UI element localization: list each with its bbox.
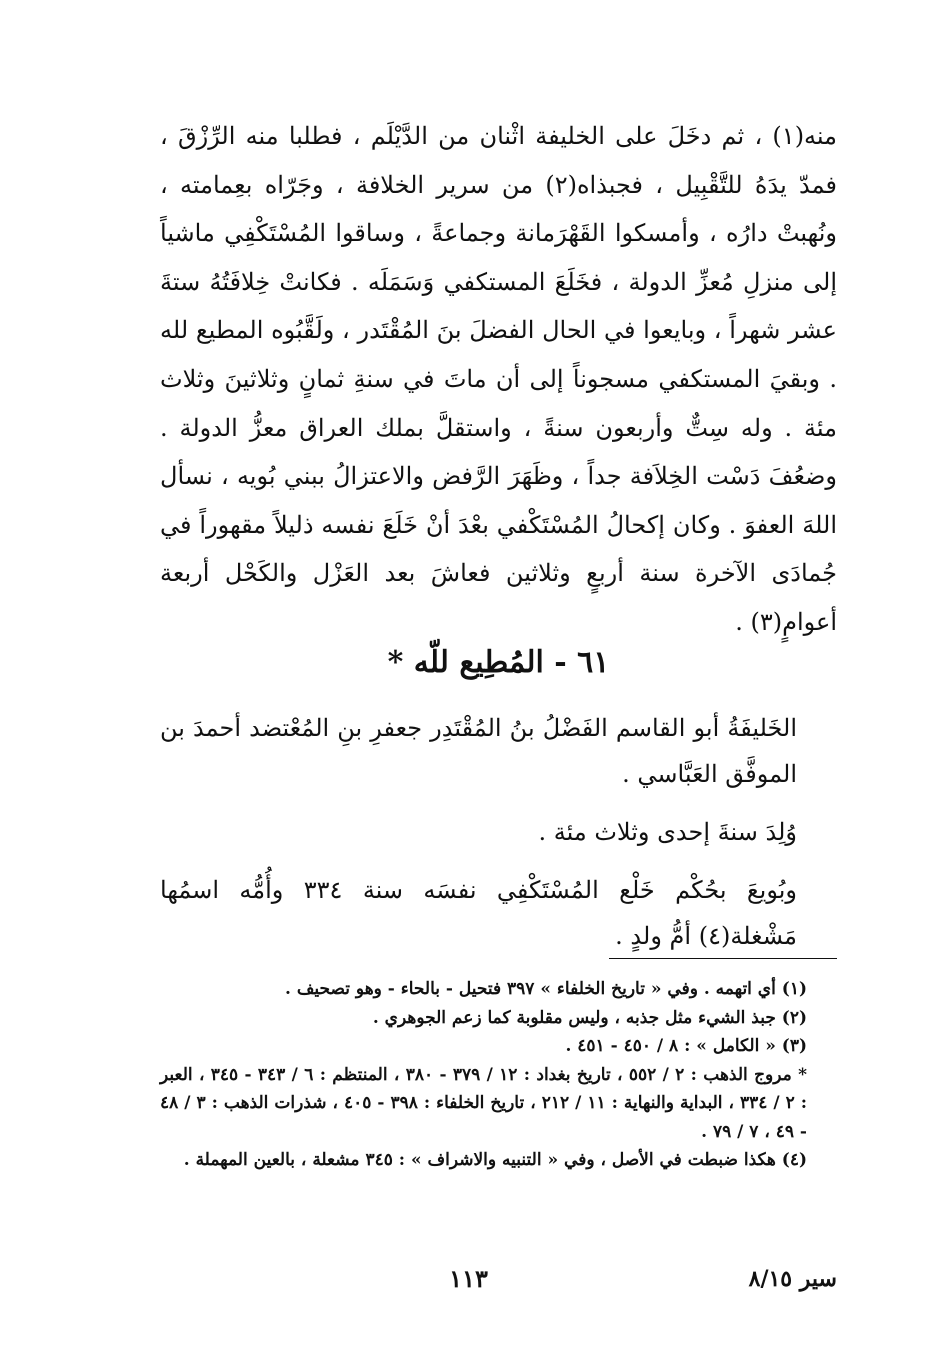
footnote-2: (٢) جبذ الشيء مثل جذبه ، وليس مقلوبة كما زعم الجوهري . [372, 1007, 807, 1028]
footnote-divider [609, 958, 837, 959]
footnote-3: (٣) « الكامل » : ٨ / ٤٥٠ - ٤٥١ . [565, 1036, 807, 1056]
page-number: ١١٣ [449, 1264, 488, 1293]
signature-mark: سير ٨/١٥ [748, 1266, 837, 1292]
footnotes [160, 975, 837, 1175]
bio-line-birth: وُلِدَ سنةَ إحدى وثلاث مئة . [538, 818, 797, 846]
main-text-block [160, 112, 837, 647]
biography-block [160, 705, 837, 959]
bio-line-name: الخَليفَةُ أبو القاسم الفَضْلُ بنُ المُقْتَدِر جعفرِ بنِ المُعْتضد أحمدَ بن الموفَّق العَبَّاسي . [160, 714, 797, 788]
section-heading: ٦١ - المُطِيع للّه * [387, 645, 610, 680]
footnote-4: (٤) هكذا ضبطت في الأصل ، وفي « التنبيه والاشراف » : ٣٤٥ مشعلة ، بالعين المهملة . [183, 1150, 807, 1170]
footnote-1: (١) أي اتهمه . وفي « تاريخ الخلفاء » ٣٩٧ فتحيل - بالحاء - وهو تصحيف . [284, 979, 807, 999]
main-paragraph: منه(١) ، ثم دخَلَ على الخليفة اثْنان من الدَّيْلَم ، فطلبا منه الرِّزْقَ ، فمدّ يدَهُ للتَّقْبِيل ، فجبذاه(٢) من سرير الخلافة ، وجَرّاه بعِمامته ، ونُهبتْ دارُه ، وأمسكوا القَهْرَمانة وجماعةً ، وساقوا المُسْتَكْفِي ماشياً إلى منزلِ مُعزِّ الدولة ، فخَلَعَ المستكفي وَسَمَلَه . فكانتْ خِلافَتُهُ ستةَ عشر شهراً ، وبايعوا في الحال الفضلَ بنَ المُقْتَدر ، ولَقَّبُوه المطيع لله . وبقيَ المستكفي مسجوناً إلى أن ماتَ في سنةِ ثمانٍ وثلاثينَ وثلاث مئة . وله سِتٌّ وأربعون سنةً ، واستقلَّ بملك العراق معزُّ الدولة . وضعُفَ دَسْت الخِلاَفة جداً ، وظَهَرَ الرَّفض والاعتزالُ ببني بُويه ، نسأل اللهَ العفوَ . وكان إكحالُ المُسْتَكْفي بعْدَ أنْ خَلَعَ نفسه ذليلاً مقهوراً في جُمادَى الآخرة سنة أربعٍ وثلاثين فعاشَ بعد العَزْل والكَحْل أربعة أعوامٍ(٣) . [160, 122, 838, 636]
footnote-sources: * مروج الذهب : ٢ / ٥٥٢ ، تاريخ بغداد : ١٢ / ٣٧٩ - ٣٨٠ ، المنتظم : ٦ / ٣٤٣ - ٣٤٥ ، العبر : ٢ / ٣٣٤ ، البداية والنهاية : ١١ / ٢١٢ ، تاريخ الخلفاء : ٣٩٨ - ٤٠٥ ، شذرات الذهب : ٣ / ٤٨ - ٤٩ ، ٧ / ٧٩ . [160, 1064, 808, 1142]
bio-line-accession: وبُويعَ بحُكْم خَلْع المُسْتَكْفِي نفسَه سنة ٣٣٤ وأُمُّه اسمُها مَشْغلة(٤) أمُّ ولدٍ . [160, 876, 797, 950]
